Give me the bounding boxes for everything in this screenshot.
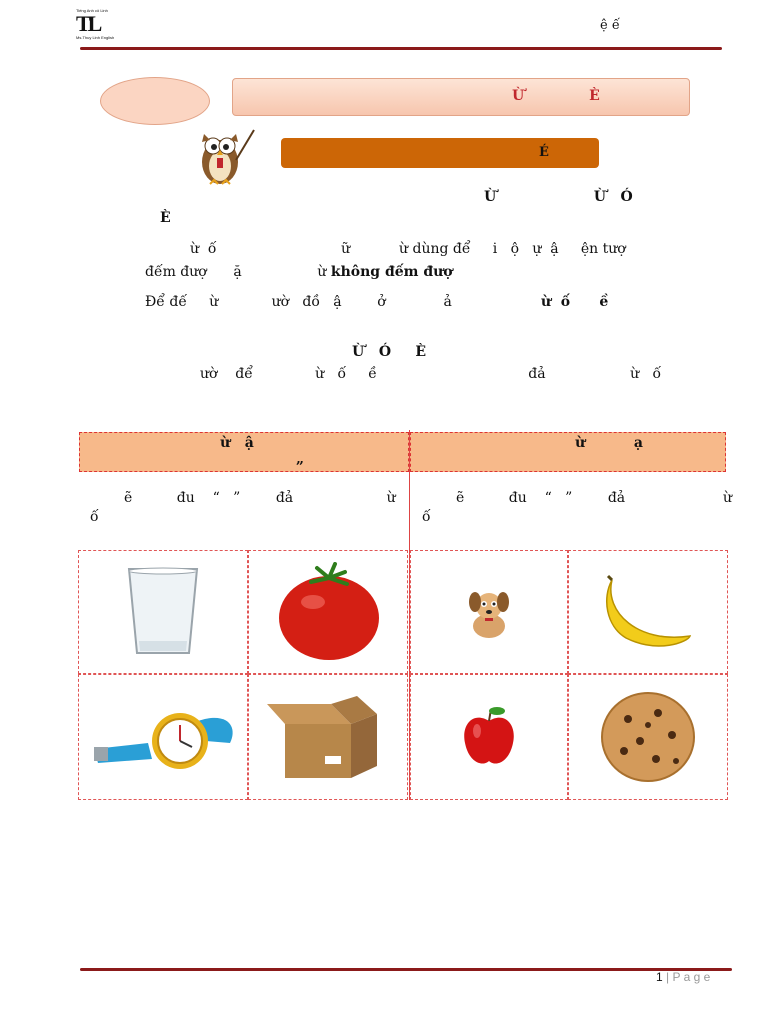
owl-teacher-icon [190, 120, 260, 188]
table-header-right-text: ừ ạ [575, 435, 643, 451]
paragraph-1-line-1: ừ ố ữ ừ dùng để i ộ ự ậ ện tượ [190, 241, 626, 257]
picture-cell-glass[interactable] [78, 550, 248, 674]
right-instruction-line-2: ố [422, 509, 431, 525]
footer-divider [80, 968, 732, 971]
title-scroll-text: Ừ È [512, 88, 600, 104]
left-instruction-line-1: ẽ đu “ ” đả ừ [124, 490, 396, 506]
apple-icon [459, 705, 519, 769]
paragraph-2 [145, 294, 608, 310]
logo-mark: TL [76, 11, 100, 36]
page-footer: 1 | P a g e [656, 970, 711, 984]
paragraph-1-line-2 [145, 264, 453, 280]
section-title-bar [281, 138, 599, 168]
paragraph-2-normal: Để đế ừ ườ đồ ậ ở ả [145, 294, 541, 310]
logo-sub-text: Ms.Thuy Linh English [76, 35, 115, 40]
table-header-right [410, 432, 726, 472]
picture-cell-tomato[interactable] [248, 550, 408, 674]
logo [76, 8, 136, 44]
picture-cell-apple[interactable] [410, 674, 568, 800]
title-ellipse [100, 77, 210, 125]
picture-cell-banana[interactable] [568, 550, 728, 674]
paragraph-3: ườ để ừ ố ề đả ừ ố [200, 366, 662, 382]
cookie-icon [598, 689, 698, 785]
glass-icon [123, 565, 203, 659]
table-header-left [79, 432, 409, 472]
header-right-text: ệ ế [600, 18, 620, 33]
body-line-2: È [160, 210, 171, 226]
picture-cell-cookie[interactable] [568, 674, 728, 800]
header-divider [80, 47, 722, 50]
page-label: P a g e [672, 970, 711, 984]
picture-cell-watch[interactable] [78, 674, 248, 800]
page-number: 1 [656, 970, 663, 984]
table-header-left-line-2: „ [296, 451, 305, 467]
section-title-text: É [539, 145, 549, 160]
dog-icon [459, 582, 519, 642]
table-header-left-line-1: ừ ậ [220, 435, 254, 451]
paragraph-1-line-2-normal: đếm đượ ặ ừ [145, 264, 331, 280]
right-instruction-line-1: ẽ đu “ ” đả ừ [456, 490, 733, 506]
logo-small-text: Tiếng Anh cô Linh [76, 8, 108, 13]
body-line-1: Ừ Ừ Ó [484, 189, 633, 205]
picture-cell-dog[interactable] [410, 550, 568, 674]
banana-icon [598, 572, 698, 652]
title-scroll-banner [232, 78, 690, 116]
heading-2: Ừ Ó È [352, 344, 427, 360]
paragraph-2-bold: ừ ố ề [540, 294, 609, 310]
box-icon [265, 694, 391, 780]
picture-cell-box[interactable] [248, 674, 408, 800]
left-instruction-line-2: ố [90, 509, 99, 525]
paragraph-1-line-2-bold: không đếm đượ [330, 264, 453, 280]
watch-icon [88, 697, 238, 777]
tomato-icon [273, 562, 383, 662]
